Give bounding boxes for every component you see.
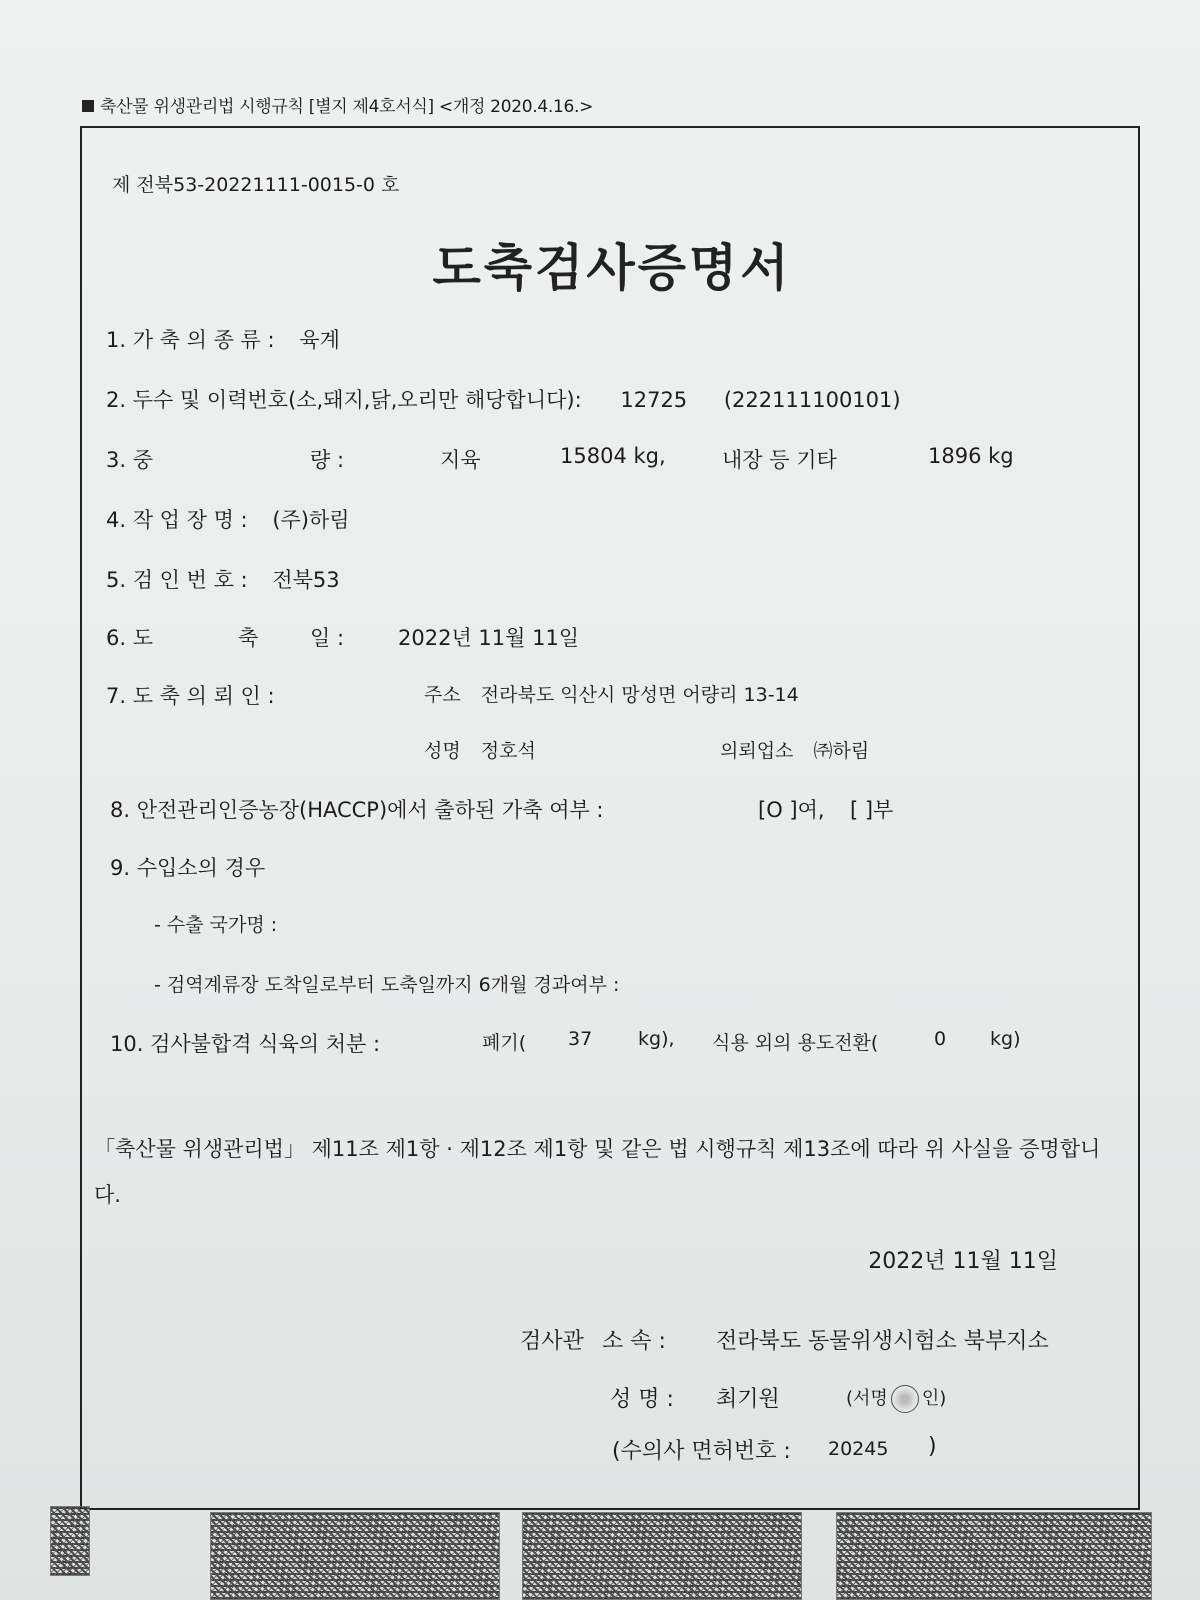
inspector-name-key: 성 명 : (610, 1387, 674, 1412)
item-6-label-a: 6. 도 (106, 626, 153, 650)
item-4 (106, 504, 350, 534)
certificate-frame (80, 126, 1140, 1510)
signature-area (846, 1384, 946, 1413)
item-10-discard-key: 폐기( (482, 1032, 527, 1054)
item-10-convert-key: 식용 외의 용도전환( (712, 1032, 879, 1054)
signature-close: 인) (921, 1388, 947, 1409)
item-6-label-c: 일 : (310, 626, 345, 650)
item-5-value: 전북53 (272, 568, 340, 592)
item-3-key-carcass: 지육 (440, 448, 481, 472)
item-7-address-row (424, 680, 799, 707)
item-9-quarantine: - 검역계류장 도착일로부터 도축일까지 6개월 경과여부 : (154, 974, 620, 996)
document-number: 제 전북53-20221111-0015-0 호 (112, 174, 400, 196)
item-2-count: 12725 (620, 388, 688, 412)
barcode-image-2 (522, 1512, 802, 1600)
barcode-image-3 (836, 1512, 1152, 1600)
item-3-carcass-weight: 15804 kg, (560, 444, 666, 468)
item-6-label-b: 축 (238, 626, 259, 650)
item-5 (106, 564, 340, 594)
barcode-image-1 (210, 1512, 500, 1600)
item-4-label: 4. 작 업 장 명 : (106, 508, 248, 532)
item-2-trace: (222111100101) (723, 388, 901, 412)
item-7-address: 전라북도 익산시 망성면 어량리 13-14 (480, 684, 799, 706)
item-3-label-a: 3. 중 (106, 448, 153, 472)
item-7-label: 7. 도 축 의 뢰 인 : (106, 684, 275, 708)
item-2-label: 2. 두수 및 이력번호(소,돼지,닭,오리만 해당합니다): (106, 388, 582, 412)
item-8-yes: [O ]여, (758, 798, 825, 822)
item-5-label: 5. 검 인 번 호 : (106, 568, 248, 592)
seal-stamp-icon (891, 1385, 919, 1413)
item-10-convert-value: 0 (934, 1028, 947, 1050)
item-7-name-key: 성명 (424, 740, 461, 762)
item-3-key-offal: 내장 등 기타 (722, 448, 837, 472)
item-7-address-key: 주소 (424, 684, 461, 706)
square-bullet-icon (82, 100, 94, 112)
inspector-affiliation: 전라북도 동물위생시험소 북부지소 (716, 1329, 1049, 1354)
item-10-discard-unit: kg), (638, 1028, 675, 1050)
item-1-value: 육계 (299, 328, 340, 352)
inspector-affiliation-key: 소 속 : (602, 1329, 666, 1354)
item-8-label: 8. 안전관리인증농장(HACCP)에서 출하된 가축 여부 : (110, 798, 604, 822)
item-7-business-key: 의뢰업소 (720, 740, 794, 762)
item-3-label-b: 량 : (310, 448, 345, 472)
issue-date: 2022년 11월 11일 (868, 1249, 1058, 1274)
form-header (82, 92, 593, 117)
license-close: ) (928, 1434, 937, 1459)
license-number: 20245 (828, 1438, 889, 1460)
item-8-no: [ ]부 (850, 798, 894, 822)
document-title: 도축검사증명서 (432, 239, 792, 297)
certification-statement: 「축산물 위생관리법」 제11조 제1항 · 제12조 제1항 및 같은 법 시행규칙 제13조에 따라 위 사실을 증명합니다. (94, 1137, 1101, 1207)
item-7-business: ㈜하림 (813, 740, 870, 762)
item-7-name: 정호석 (480, 740, 536, 762)
item-2 (106, 384, 901, 414)
item-9-export-country: - 수출 국가명 : (154, 914, 278, 936)
item-7-business-row (720, 736, 869, 763)
item-1-label: 1. 가 축 의 종 류 : (106, 328, 275, 352)
license-key: (수의사 면허번호 : (612, 1439, 791, 1464)
item-1 (106, 324, 340, 354)
item-10-convert-unit: kg) (990, 1028, 1021, 1050)
item-4-value: (주)하림 (272, 508, 350, 532)
item-3-offal-weight: 1896 kg (928, 444, 1014, 468)
signature-open: (서명 (846, 1388, 888, 1409)
form-header-text: 축산물 위생관리법 시행규칙 [별지 제4호서식] <개정 2020.4.16.> (100, 97, 594, 117)
item-10-discard-value: 37 (568, 1028, 593, 1050)
small-barcode-image (50, 1506, 90, 1576)
item-7-name-row (424, 736, 536, 763)
inspector-role: 검사관 (520, 1329, 584, 1354)
item-6-value: 2022년 11월 11일 (398, 626, 580, 650)
item-10-label: 10. 검사불합격 식육의 처분 : (110, 1032, 381, 1056)
inspector-name: 최기원 (716, 1387, 780, 1412)
item-9-label: 9. 수입소의 경우 (110, 856, 266, 880)
